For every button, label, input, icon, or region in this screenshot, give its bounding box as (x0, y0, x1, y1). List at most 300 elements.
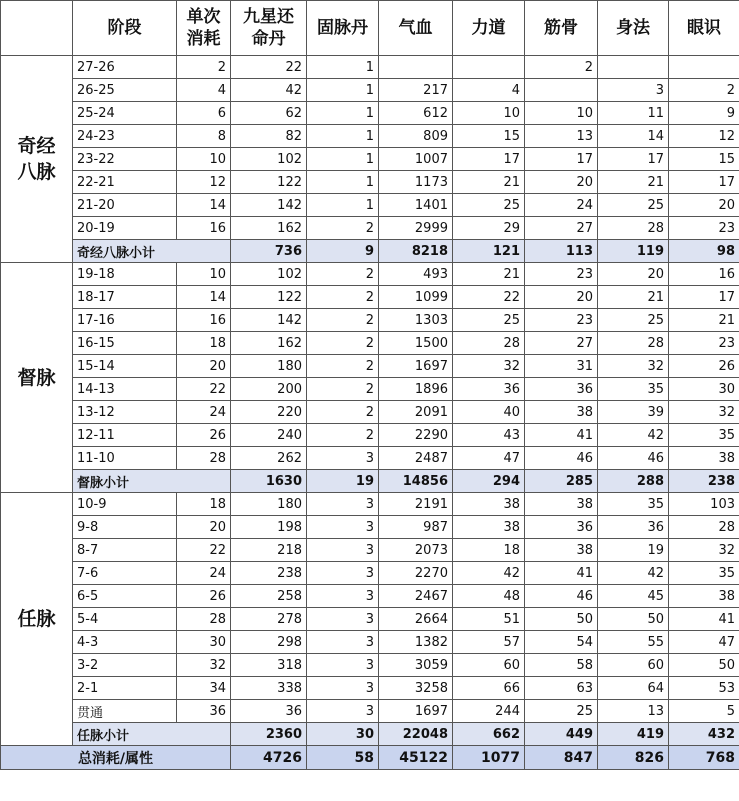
pill-nine-cell: 238 (231, 562, 307, 585)
yanshi-cell: 103 (669, 493, 739, 516)
stage-cell: 10-9 (73, 493, 177, 516)
single-cost-cell: 28 (177, 608, 231, 631)
header-yanshi: 眼识 (669, 1, 739, 56)
jingu-cell: 20 (525, 286, 598, 309)
pill-nine-cell: 200 (231, 378, 307, 401)
single-cost-cell: 6 (177, 102, 231, 125)
subtotal-pill-gumai: 9 (307, 240, 379, 263)
single-cost-cell: 4 (177, 79, 231, 102)
subtotal-yanshi: 98 (669, 240, 739, 263)
pill-nine-cell: 102 (231, 263, 307, 286)
pill-gumai-cell: 1 (307, 194, 379, 217)
table-row (1, 102, 739, 125)
table-row (1, 700, 739, 723)
stage-cell: 24-23 (73, 125, 177, 148)
yanshi-cell (669, 56, 739, 79)
table-row (1, 631, 739, 654)
qixue-cell: 1007 (379, 148, 453, 171)
qixue-cell: 3059 (379, 654, 453, 677)
shenfa-cell: 3 (598, 79, 669, 102)
lidao-cell (453, 56, 525, 79)
header-corner (1, 1, 73, 56)
stage-cell: 27-26 (73, 56, 177, 79)
subtotal-label: 督脉小计 (73, 470, 231, 493)
single-cost-cell: 32 (177, 654, 231, 677)
pill-gumai-cell: 2 (307, 263, 379, 286)
stage-cell: 7-6 (73, 562, 177, 585)
single-cost-cell: 28 (177, 447, 231, 470)
qixue-cell: 2664 (379, 608, 453, 631)
pill-nine-cell: 162 (231, 217, 307, 240)
yanshi-cell: 35 (669, 562, 739, 585)
qixue-cell: 1500 (379, 332, 453, 355)
yanshi-cell: 50 (669, 654, 739, 677)
qixue-cell: 1303 (379, 309, 453, 332)
jingu-cell: 50 (525, 608, 598, 631)
shenfa-cell: 14 (598, 125, 669, 148)
pill-gumai-cell: 3 (307, 700, 379, 723)
single-cost-cell: 26 (177, 424, 231, 447)
jingu-cell: 31 (525, 355, 598, 378)
qixue-cell: 2073 (379, 539, 453, 562)
jingu-cell: 41 (525, 424, 598, 447)
subtotal-jingu: 449 (525, 723, 598, 746)
subtotal-jingu: 285 (525, 470, 598, 493)
table-row (1, 447, 739, 470)
subtotal-pill-nine: 2360 (231, 723, 307, 746)
lidao-cell: 18 (453, 539, 525, 562)
qixue-cell: 1401 (379, 194, 453, 217)
single-cost-cell: 8 (177, 125, 231, 148)
yanshi-cell: 17 (669, 171, 739, 194)
stage-cell: 26-25 (73, 79, 177, 102)
lidao-cell: 42 (453, 562, 525, 585)
lidao-cell: 38 (453, 516, 525, 539)
pill-gumai-cell: 1 (307, 125, 379, 148)
table-row (1, 516, 739, 539)
subtotal-lidao: 121 (453, 240, 525, 263)
lidao-cell: 48 (453, 585, 525, 608)
shenfa-cell: 17 (598, 148, 669, 171)
yanshi-cell: 2 (669, 79, 739, 102)
single-cost-cell: 2 (177, 56, 231, 79)
lidao-cell: 28 (453, 332, 525, 355)
stage-cell: 11-10 (73, 447, 177, 470)
shenfa-cell: 46 (598, 447, 669, 470)
pill-gumai-cell: 1 (307, 102, 379, 125)
single-cost-cell: 26 (177, 585, 231, 608)
yanshi-cell: 41 (669, 608, 739, 631)
subtotal-qixue: 14856 (379, 470, 453, 493)
grand-total-yanshi: 768 (669, 746, 739, 770)
yanshi-cell: 20 (669, 194, 739, 217)
subtotal-shenfa: 419 (598, 723, 669, 746)
pill-gumai-cell: 2 (307, 424, 379, 447)
pill-gumai-cell: 1 (307, 148, 379, 171)
lidao-cell: 10 (453, 102, 525, 125)
subtotal-row (1, 470, 739, 493)
pill-gumai-cell: 2 (307, 401, 379, 424)
subtotal-row (1, 723, 739, 746)
stage-cell: 23-22 (73, 148, 177, 171)
lidao-cell: 25 (453, 194, 525, 217)
pill-gumai-cell: 2 (307, 309, 379, 332)
lidao-cell: 36 (453, 378, 525, 401)
grand-total-shenfa: 826 (598, 746, 669, 770)
table-row (1, 56, 739, 79)
pill-gumai-cell: 3 (307, 608, 379, 631)
grand-total-pill-gumai: 58 (307, 746, 379, 770)
grand-total-row (1, 746, 739, 770)
pill-nine-cell: 218 (231, 539, 307, 562)
qixue-cell: 2487 (379, 447, 453, 470)
stage-cell: 13-12 (73, 401, 177, 424)
shenfa-cell: 11 (598, 102, 669, 125)
single-cost-cell: 20 (177, 355, 231, 378)
pill-gumai-cell: 3 (307, 585, 379, 608)
stage-cell: 22-21 (73, 171, 177, 194)
pill-gumai-cell: 1 (307, 56, 379, 79)
shenfa-cell: 45 (598, 585, 669, 608)
jingu-cell: 23 (525, 263, 598, 286)
yanshi-cell: 16 (669, 263, 739, 286)
qixue-cell: 809 (379, 125, 453, 148)
subtotal-pill-nine: 1630 (231, 470, 307, 493)
pill-nine-cell: 180 (231, 493, 307, 516)
shenfa-cell: 39 (598, 401, 669, 424)
stage-cell: 5-4 (73, 608, 177, 631)
jingu-cell: 2 (525, 56, 598, 79)
shenfa-cell: 32 (598, 355, 669, 378)
jingu-cell: 20 (525, 171, 598, 194)
qixue-cell: 1697 (379, 355, 453, 378)
pill-nine-cell: 198 (231, 516, 307, 539)
lidao-cell: 25 (453, 309, 525, 332)
pill-nine-cell: 318 (231, 654, 307, 677)
pill-gumai-cell: 3 (307, 677, 379, 700)
qixue-cell: 217 (379, 79, 453, 102)
table-row (1, 309, 739, 332)
yanshi-cell: 32 (669, 401, 739, 424)
pill-gumai-cell: 3 (307, 493, 379, 516)
single-cost-cell: 16 (177, 309, 231, 332)
jingu-cell: 58 (525, 654, 598, 677)
group-label: 奇经八脉 (1, 56, 73, 263)
yanshi-cell: 38 (669, 447, 739, 470)
pill-gumai-cell: 3 (307, 654, 379, 677)
yanshi-cell: 5 (669, 700, 739, 723)
stage-cell: 16-15 (73, 332, 177, 355)
jingu-cell: 41 (525, 562, 598, 585)
header-pill-nine: 九星还命丹 (231, 1, 307, 56)
jingu-cell: 10 (525, 102, 598, 125)
shenfa-cell: 19 (598, 539, 669, 562)
stage-cell: 2-1 (73, 677, 177, 700)
pill-gumai-cell: 2 (307, 332, 379, 355)
pill-gumai-cell: 3 (307, 447, 379, 470)
shenfa-cell: 28 (598, 217, 669, 240)
yanshi-cell: 53 (669, 677, 739, 700)
pill-gumai-cell: 3 (307, 631, 379, 654)
qixue-cell: 1382 (379, 631, 453, 654)
single-cost-cell: 30 (177, 631, 231, 654)
pill-gumai-cell: 1 (307, 79, 379, 102)
yanshi-cell: 30 (669, 378, 739, 401)
table-row (1, 148, 739, 171)
pill-nine-cell: 102 (231, 148, 307, 171)
shenfa-cell: 25 (598, 194, 669, 217)
stage-cell: 17-16 (73, 309, 177, 332)
jingu-cell: 36 (525, 378, 598, 401)
jingu-cell: 17 (525, 148, 598, 171)
single-cost-cell: 16 (177, 217, 231, 240)
jingu-cell: 46 (525, 585, 598, 608)
stage-cell: 21-20 (73, 194, 177, 217)
stage-cell: 贯通 (73, 700, 177, 723)
subtotal-shenfa: 119 (598, 240, 669, 263)
yanshi-cell: 15 (669, 148, 739, 171)
single-cost-cell: 12 (177, 171, 231, 194)
single-cost-cell: 18 (177, 493, 231, 516)
lidao-cell: 244 (453, 700, 525, 723)
qixue-cell: 1697 (379, 700, 453, 723)
pill-nine-cell: 180 (231, 355, 307, 378)
subtotal-pill-gumai: 19 (307, 470, 379, 493)
table-row (1, 654, 739, 677)
shenfa-cell: 36 (598, 516, 669, 539)
pill-gumai-cell: 3 (307, 562, 379, 585)
yanshi-cell: 23 (669, 332, 739, 355)
pill-gumai-cell: 2 (307, 217, 379, 240)
lidao-cell: 43 (453, 424, 525, 447)
grand-total-qixue: 45122 (379, 746, 453, 770)
grand-total-pill-nine: 4726 (231, 746, 307, 770)
pill-nine-cell: 220 (231, 401, 307, 424)
qixue-cell: 2467 (379, 585, 453, 608)
single-cost-cell: 24 (177, 562, 231, 585)
single-cost-cell: 36 (177, 700, 231, 723)
stage-cell: 18-17 (73, 286, 177, 309)
yanshi-cell: 17 (669, 286, 739, 309)
pill-gumai-cell: 2 (307, 378, 379, 401)
stage-cell: 12-11 (73, 424, 177, 447)
jingu-cell: 38 (525, 493, 598, 516)
lidao-cell: 47 (453, 447, 525, 470)
table-row (1, 125, 739, 148)
shenfa-cell: 60 (598, 654, 669, 677)
jingu-cell (525, 79, 598, 102)
table-row (1, 608, 739, 631)
subtotal-lidao: 294 (453, 470, 525, 493)
subtotal-yanshi: 432 (669, 723, 739, 746)
stage-cell: 15-14 (73, 355, 177, 378)
shenfa-cell: 55 (598, 631, 669, 654)
pill-gumai-cell: 3 (307, 539, 379, 562)
stage-cell: 8-7 (73, 539, 177, 562)
header-lidao: 力道 (453, 1, 525, 56)
shenfa-cell: 42 (598, 424, 669, 447)
yanshi-cell: 21 (669, 309, 739, 332)
single-cost-cell: 22 (177, 378, 231, 401)
subtotal-row (1, 240, 739, 263)
header-jingu: 筋骨 (525, 1, 598, 56)
single-cost-cell: 20 (177, 516, 231, 539)
shenfa-cell: 50 (598, 608, 669, 631)
pill-gumai-cell: 2 (307, 355, 379, 378)
shenfa-cell: 21 (598, 286, 669, 309)
header-stage: 阶段 (73, 1, 177, 56)
lidao-cell: 38 (453, 493, 525, 516)
table-row (1, 493, 739, 516)
shenfa-cell: 13 (598, 700, 669, 723)
stage-cell: 20-19 (73, 217, 177, 240)
header-pill-gumai: 固脉丹 (307, 1, 379, 56)
subtotal-yanshi: 238 (669, 470, 739, 493)
shenfa-cell: 21 (598, 171, 669, 194)
shenfa-cell: 20 (598, 263, 669, 286)
jingu-cell: 24 (525, 194, 598, 217)
qixue-cell: 2999 (379, 217, 453, 240)
lidao-cell: 32 (453, 355, 525, 378)
pill-nine-cell: 278 (231, 608, 307, 631)
jingu-cell: 27 (525, 217, 598, 240)
subtotal-lidao: 662 (453, 723, 525, 746)
qixue-cell: 987 (379, 516, 453, 539)
stage-cell: 4-3 (73, 631, 177, 654)
pill-nine-cell: 122 (231, 286, 307, 309)
single-cost-cell: 14 (177, 194, 231, 217)
grand-total-jingu: 847 (525, 746, 598, 770)
jingu-cell: 63 (525, 677, 598, 700)
stage-cell: 9-8 (73, 516, 177, 539)
lidao-cell: 60 (453, 654, 525, 677)
header-single-cost: 单次消耗 (177, 1, 231, 56)
stage-cell: 14-13 (73, 378, 177, 401)
table-row (1, 194, 739, 217)
table-row (1, 677, 739, 700)
pill-gumai-cell: 2 (307, 286, 379, 309)
jingu-cell: 13 (525, 125, 598, 148)
group-label: 任脉 (1, 493, 73, 746)
table-row (1, 585, 739, 608)
shenfa-cell: 28 (598, 332, 669, 355)
grand-total-label: 总消耗/属性 (1, 746, 231, 770)
table-row (1, 263, 739, 286)
subtotal-pill-nine: 736 (231, 240, 307, 263)
shenfa-cell: 64 (598, 677, 669, 700)
stage-cell: 6-5 (73, 585, 177, 608)
lidao-cell: 40 (453, 401, 525, 424)
yanshi-cell: 12 (669, 125, 739, 148)
pill-nine-cell: 22 (231, 56, 307, 79)
table-row (1, 562, 739, 585)
pill-nine-cell: 82 (231, 125, 307, 148)
table-row (1, 378, 739, 401)
pill-nine-cell: 338 (231, 677, 307, 700)
table-row (1, 332, 739, 355)
header-row (1, 1, 739, 56)
table-row (1, 401, 739, 424)
subtotal-shenfa: 288 (598, 470, 669, 493)
qixue-cell: 1099 (379, 286, 453, 309)
pill-nine-cell: 162 (231, 332, 307, 355)
pill-gumai-cell: 1 (307, 171, 379, 194)
jingu-cell: 54 (525, 631, 598, 654)
lidao-cell: 21 (453, 171, 525, 194)
subtotal-qixue: 22048 (379, 723, 453, 746)
jingu-cell: 38 (525, 401, 598, 424)
shenfa-cell: 25 (598, 309, 669, 332)
lidao-cell: 17 (453, 148, 525, 171)
header-qixue: 气血 (379, 1, 453, 56)
shenfa-cell: 42 (598, 562, 669, 585)
lidao-cell: 4 (453, 79, 525, 102)
qixue-cell: 2270 (379, 562, 453, 585)
yanshi-cell: 47 (669, 631, 739, 654)
shenfa-cell (598, 56, 669, 79)
subtotal-jingu: 113 (525, 240, 598, 263)
pill-nine-cell: 262 (231, 447, 307, 470)
lidao-cell: 66 (453, 677, 525, 700)
yanshi-cell: 26 (669, 355, 739, 378)
yanshi-cell: 28 (669, 516, 739, 539)
table-row (1, 286, 739, 309)
table-body (1, 56, 739, 770)
pill-nine-cell: 42 (231, 79, 307, 102)
pill-nine-cell: 142 (231, 309, 307, 332)
stage-cell: 3-2 (73, 654, 177, 677)
stage-cell: 19-18 (73, 263, 177, 286)
pill-nine-cell: 36 (231, 700, 307, 723)
jingu-cell: 38 (525, 539, 598, 562)
pill-nine-cell: 258 (231, 585, 307, 608)
grand-total-lidao: 1077 (453, 746, 525, 770)
table-row (1, 79, 739, 102)
pill-nine-cell: 122 (231, 171, 307, 194)
subtotal-label: 奇经八脉小计 (73, 240, 231, 263)
table-row (1, 539, 739, 562)
jingu-cell: 23 (525, 309, 598, 332)
yanshi-cell: 38 (669, 585, 739, 608)
pill-nine-cell: 62 (231, 102, 307, 125)
yanshi-cell: 9 (669, 102, 739, 125)
single-cost-cell: 34 (177, 677, 231, 700)
stage-cell: 25-24 (73, 102, 177, 125)
table-row (1, 171, 739, 194)
lidao-cell: 51 (453, 608, 525, 631)
qixue-cell: 1896 (379, 378, 453, 401)
qixue-cell: 612 (379, 102, 453, 125)
pill-nine-cell: 142 (231, 194, 307, 217)
single-cost-cell: 22 (177, 539, 231, 562)
qixue-cell: 2290 (379, 424, 453, 447)
subtotal-label: 任脉小计 (73, 723, 231, 746)
yanshi-cell: 23 (669, 217, 739, 240)
yanshi-cell: 35 (669, 424, 739, 447)
qixue-cell (379, 56, 453, 79)
subtotal-qixue: 8218 (379, 240, 453, 263)
single-cost-cell: 14 (177, 286, 231, 309)
subtotal-pill-gumai: 30 (307, 723, 379, 746)
jingu-cell: 25 (525, 700, 598, 723)
yanshi-cell: 32 (669, 539, 739, 562)
qixue-cell: 493 (379, 263, 453, 286)
table-row (1, 424, 739, 447)
lidao-cell: 21 (453, 263, 525, 286)
pill-nine-cell: 240 (231, 424, 307, 447)
single-cost-cell: 18 (177, 332, 231, 355)
lidao-cell: 15 (453, 125, 525, 148)
